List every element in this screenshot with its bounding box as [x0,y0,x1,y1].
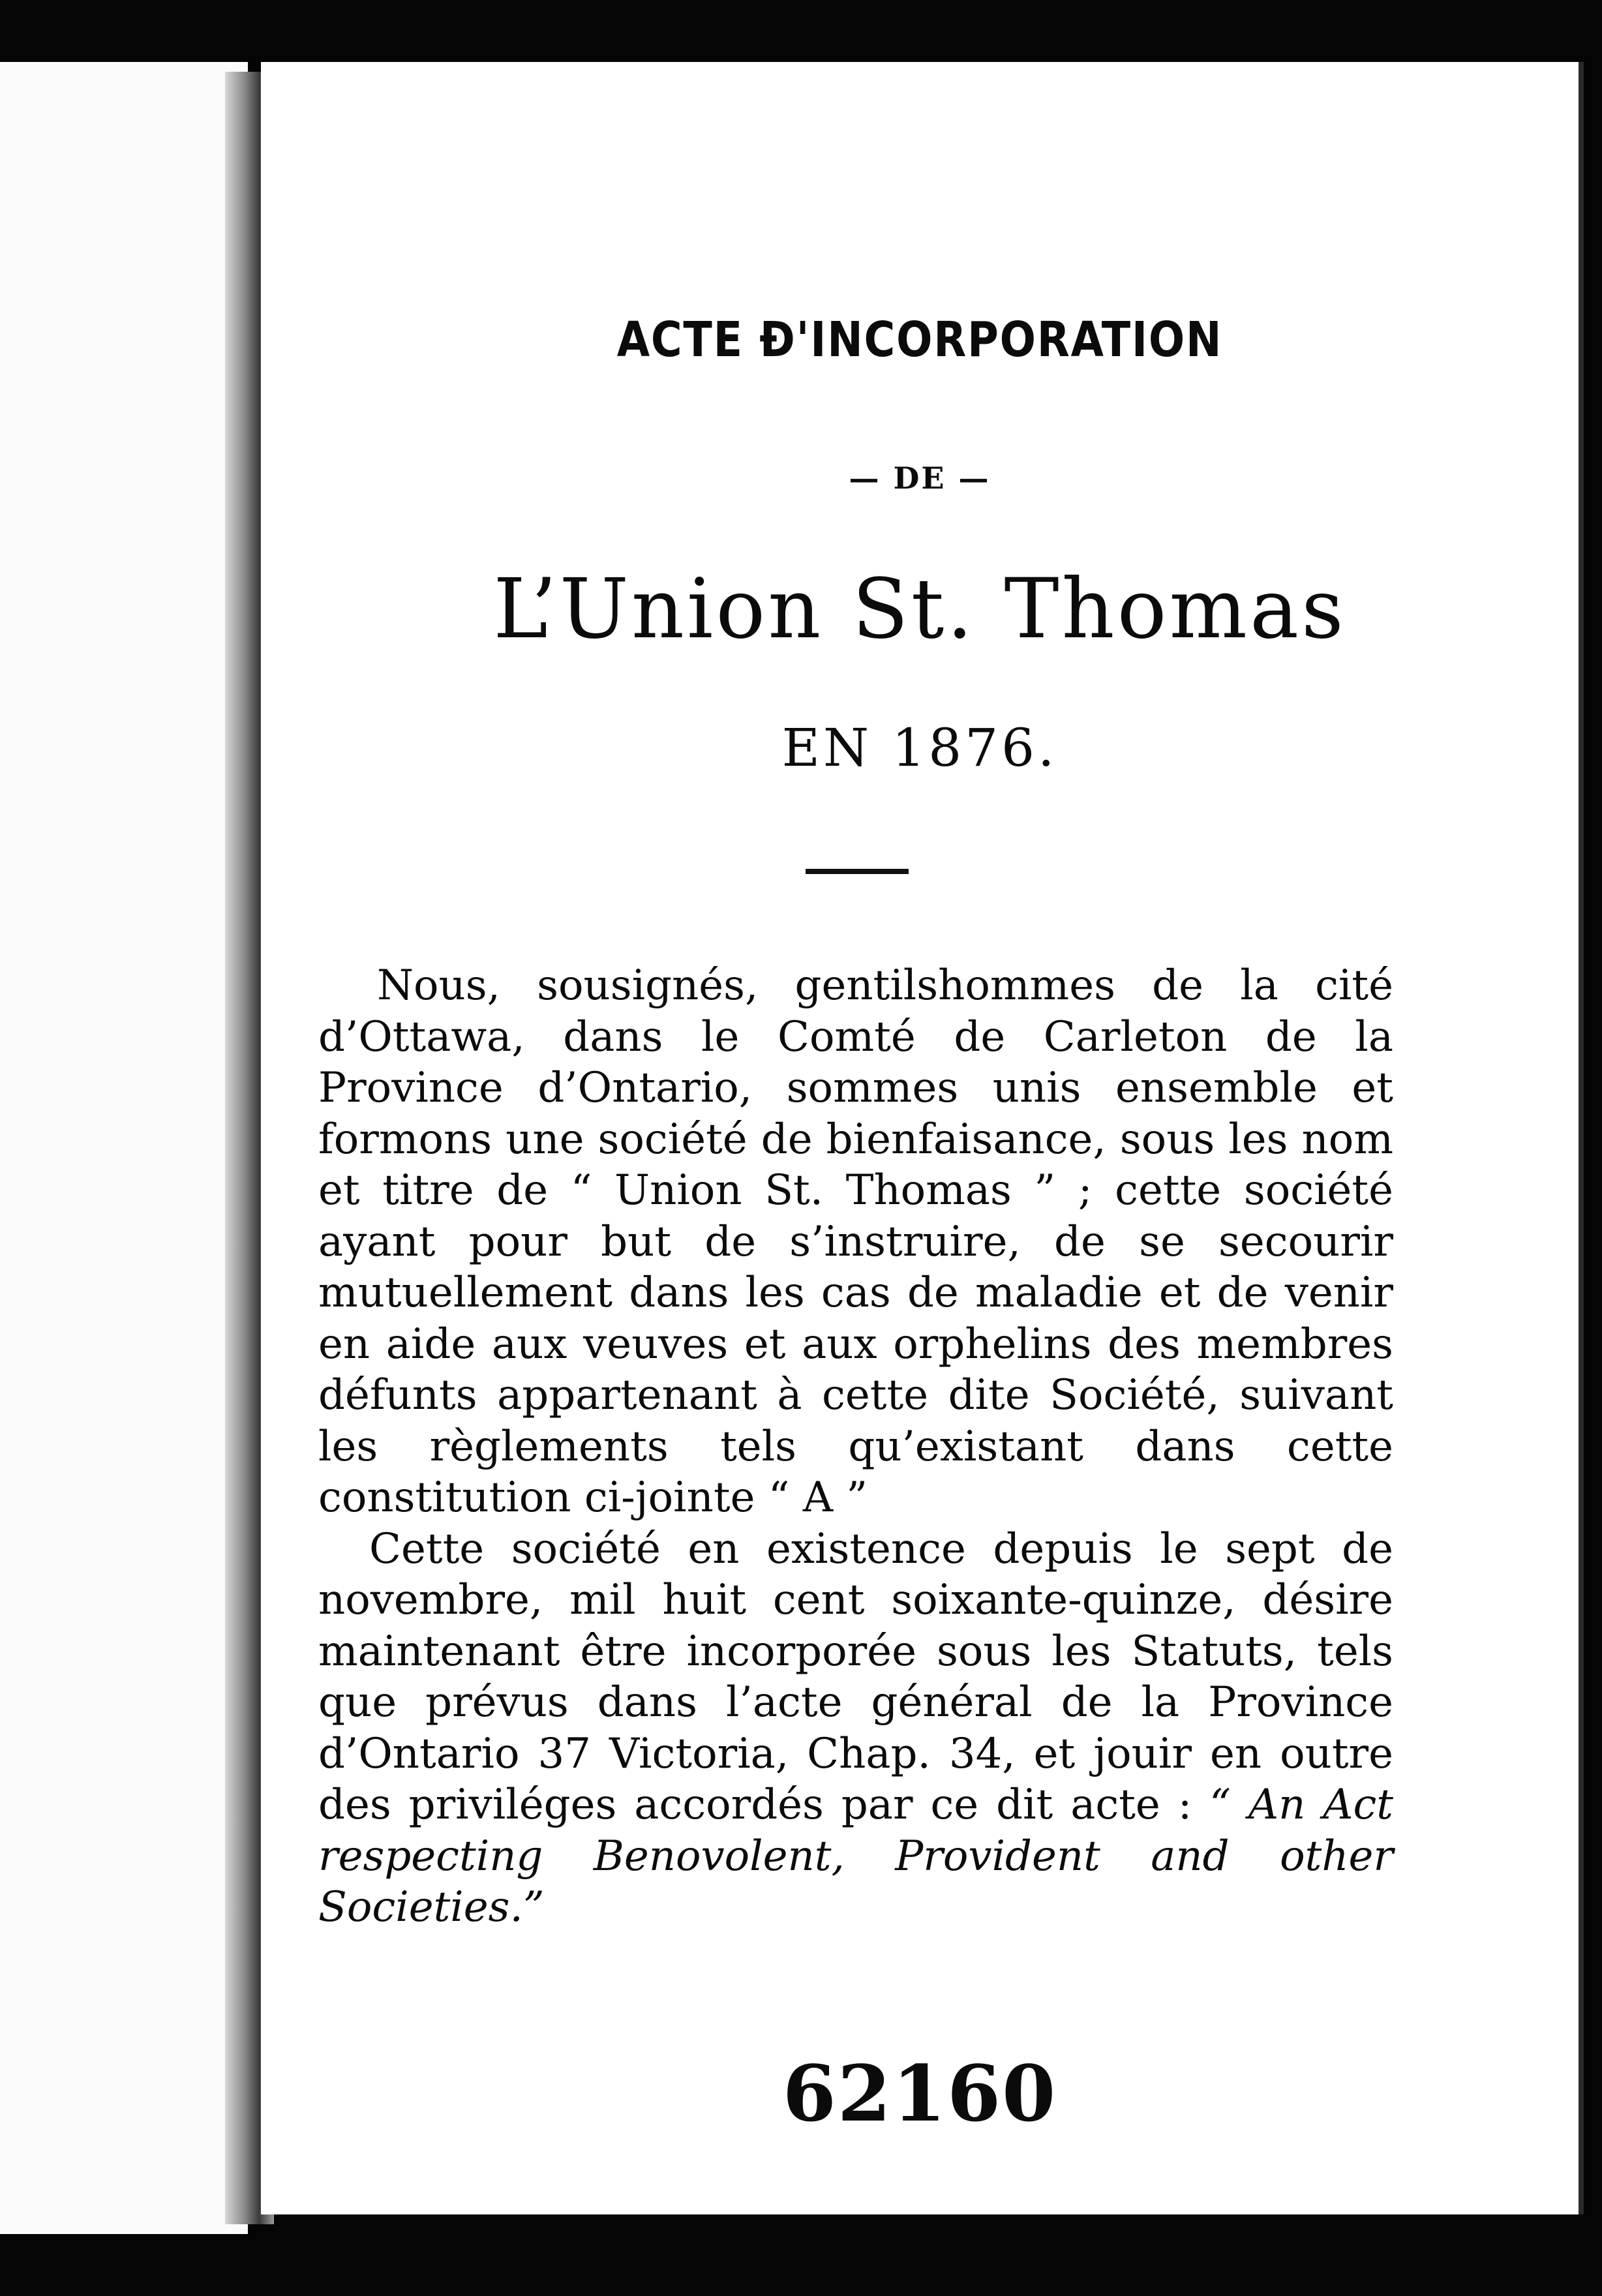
english-act-title: “ An Act respecting Benovolent, Provident and other Societies.” [318,1781,1394,1931]
document-subheading: — DE — [849,461,991,496]
body-paragraph [318,1524,1393,1933]
section-divider [806,869,909,874]
body-paragraph: Nous, sousignés, gentilshommes de la cité d’Ottawa, dans le Comté de Carleton de la Province d’Ontario, sommes unis ensemble et formons une société de bienfaisance, sous les nom et titre de “ Union St. Thomas ” ; cette société ayant pour but de s’instruire, de se secourir mutuellement dans les cas de maladie et de venir en aide aux veuves et aux orphelins des membres défunts appartenant à cette dite Société, suivant les règlements tels qu’existant dans cette constitution ci-jointe “ A ” [318,961,1393,1522]
document-title: L’Union St. Thomas [493,561,1346,657]
document-year: EN 1876. [781,718,1058,778]
document-heading: ACTE Đ'INCORPORATION [616,312,1223,368]
body-paragraph-text: Cette société en existence depuis le sept de novembre, mil huit cent soixante-quinze, désire maintenant être incorporée sous les Statuts, tels que prévus dans l’acte général de la Province d’Ontario 37 Victoria, Chap. 34, et jouir en outre des priviléges accordés par ce dit acte : [318,1524,1393,1829]
catalog-number-stamp: 62160 [782,2048,1057,2139]
document-body [318,960,1393,1933]
left-page-edge [0,62,248,2234]
